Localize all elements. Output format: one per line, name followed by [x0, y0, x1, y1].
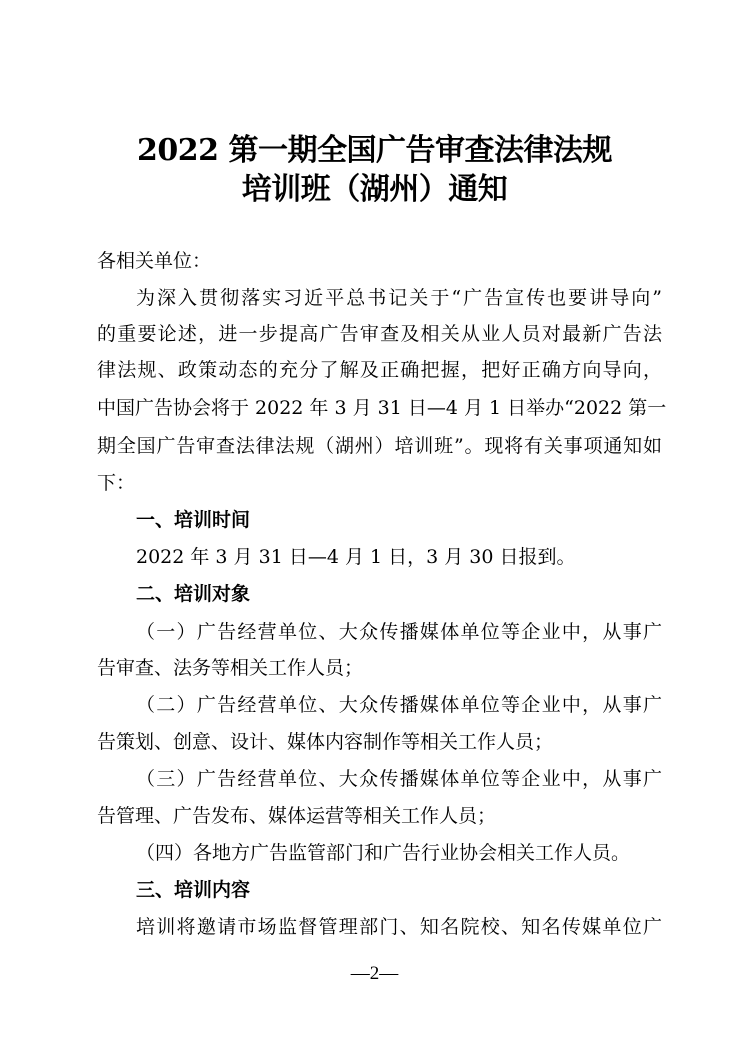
section-heading-training-time: 一、培训时间: [136, 509, 251, 531]
section-heading-training-target: 二、培训对象: [136, 583, 251, 605]
page-number: —2—: [350, 963, 399, 984]
document-title-line-1: 2022 第一期全国广告审查法律法规: [137, 133, 612, 168]
section-heading-training-content: 三、培训内容: [136, 879, 251, 901]
intro-line-5: 期全国广告审查法律法规（湖州）培训班”。现将有关事项通知如: [97, 435, 662, 457]
intro-line-2: 的重要论述，进一步提高广告审查及相关从业人员对最新广告法: [97, 323, 662, 345]
training-content-text: 培训将邀请市场监督管理部门、知名院校、知名传媒单位广: [136, 916, 662, 938]
target-item-2-line-2: 告策划、创意、设计、媒体内容制作等相关工作人员；: [97, 731, 554, 753]
target-item-1-line-2: 告审查、法务等相关工作人员；: [97, 657, 364, 679]
intro-line-1: 为深入贯彻落实习近平总书记关于“广告宣传也要讲导向”: [136, 287, 662, 309]
salutation: 各相关单位：: [97, 250, 212, 272]
intro-line-4: 中国广告协会将于 2022 年 3 月 31 日—4 月 1 日举办“2022 第一: [97, 397, 667, 419]
document-title-line-2: 培训班（湖州）通知: [241, 172, 508, 207]
intro-line-3: 律法规、政策动态的充分了解及正确把握，把好正确方向导向，: [97, 359, 662, 381]
intro-line-6: 下：: [97, 472, 136, 494]
target-item-2-line-1: （二）广告经营单位、大众传播媒体单位等企业中，从事广: [136, 694, 662, 716]
training-time-text: 2022 年 3 月 31 日—4 月 1 日，3 月 30 日报到。: [136, 546, 576, 568]
target-item-1-line-1: （一）广告经营单位、大众传播媒体单位等企业中，从事广: [136, 621, 662, 643]
target-item-4: （四）各地方广告监管部门和广告行业协会相关工作人员。: [136, 842, 631, 864]
target-item-3-line-1: （三）广告经营单位、大众传播媒体单位等企业中，从事广: [136, 768, 662, 790]
target-item-3-line-2: 告管理、广告发布、媒体运营等相关工作人员；: [97, 805, 497, 827]
